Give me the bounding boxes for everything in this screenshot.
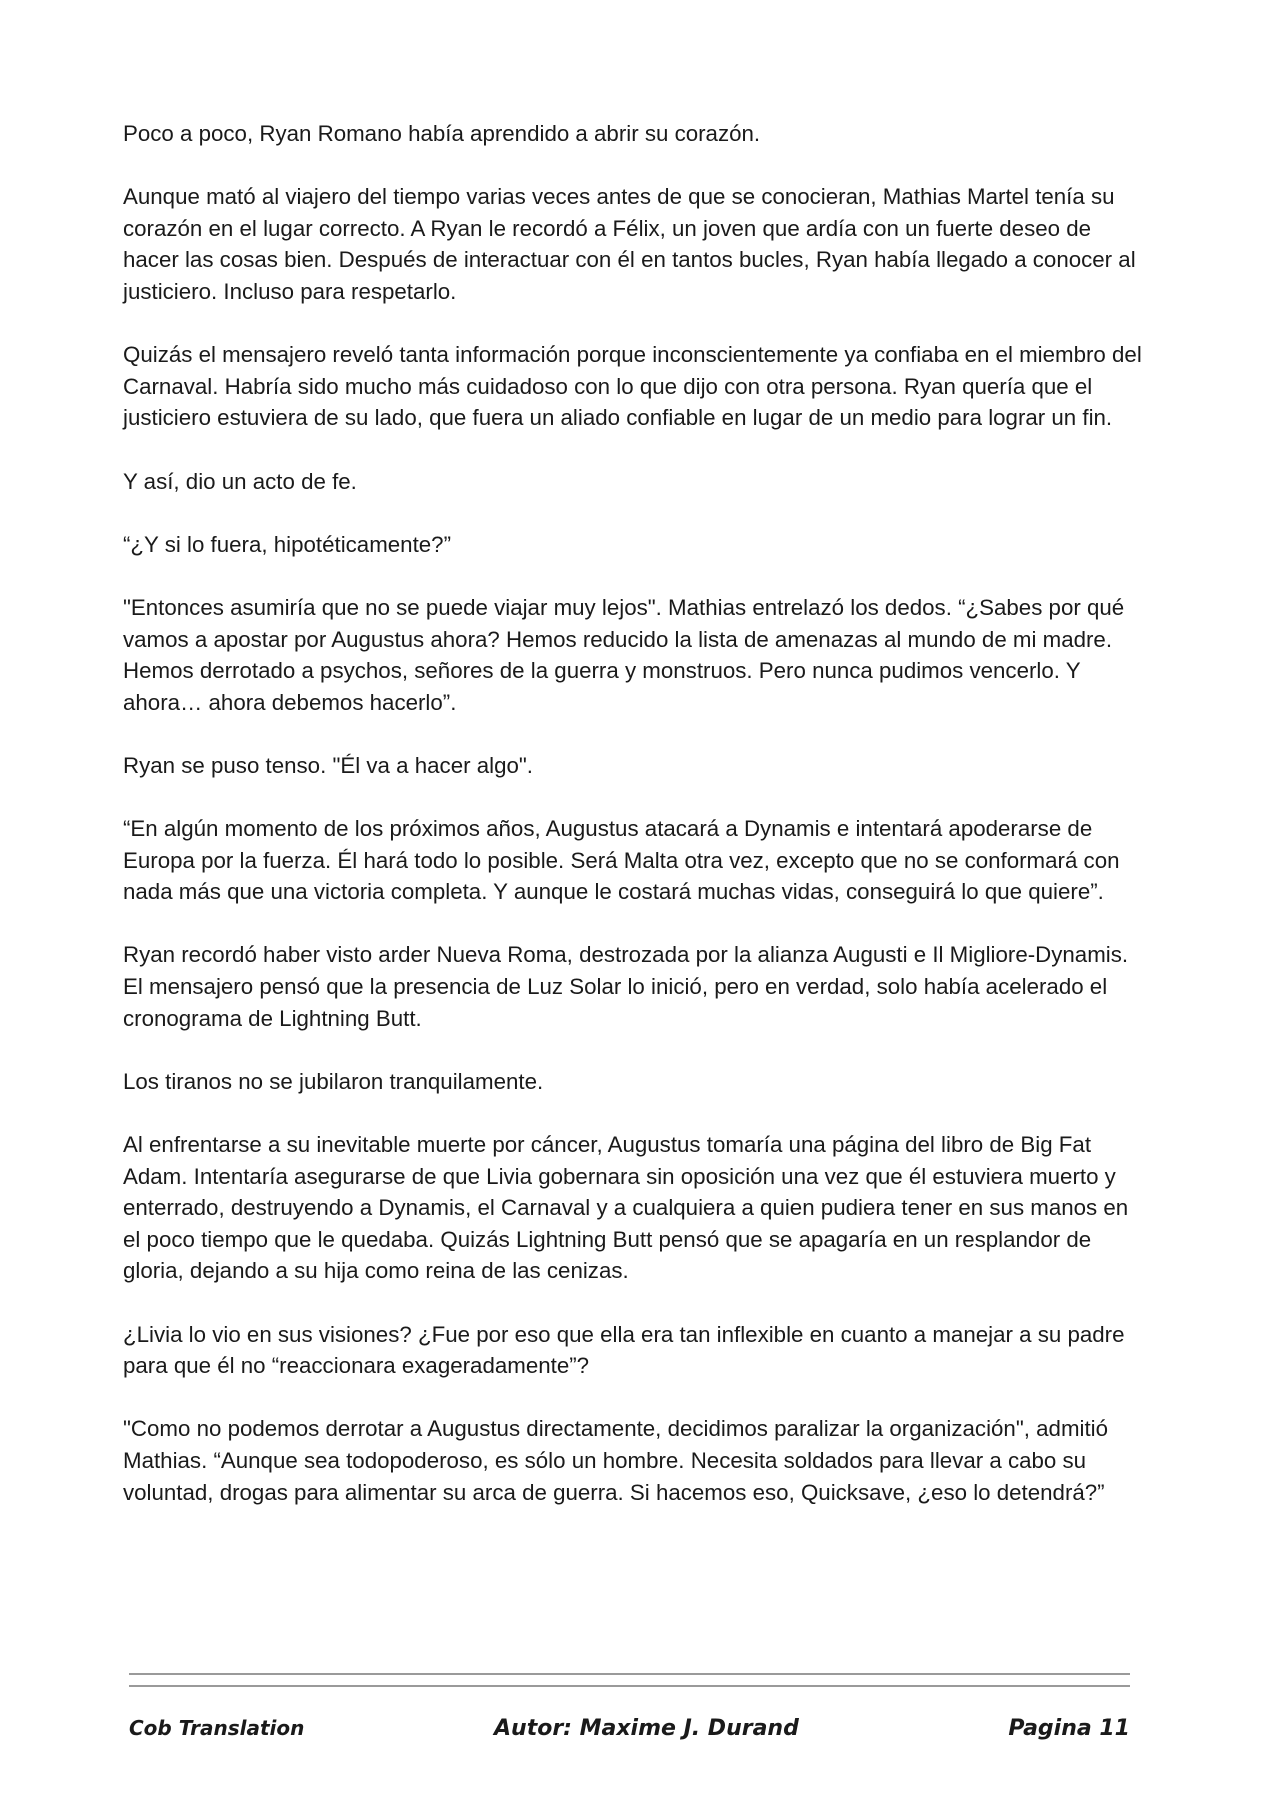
paragraph-3: Quizás el mensajero reveló tanta información porque inconscientemente ya confiaba en el miembro del Carnaval. Habría sido mucho más cuidadoso con lo que dijo con otra persona. Ryan quería que el justiciero estuviera de su lado, que fuera un aliado confiable en lugar de un medio para lograr un fin. <box>123 342 1142 431</box>
footer-page-number: Pagina 11 <box>1008 1716 1130 1741</box>
footer-divider-top <box>129 1673 1130 1675</box>
paragraph-4: Y así, dio un acto de fe. <box>123 468 357 494</box>
footer-author: Autor: Maxime J. Durand <box>494 1716 799 1741</box>
paragraph-8: “En algún momento de los próximos años, Augustus atacará a Dynamis e intentará apoderarse de Europa por la fuerza. Él hará todo lo posible. Será Malta otra vez, excepto que no se conformará con nada más que una victoria completa. Y aunque le costará muchas vidas, conseguirá lo que quiere”. <box>123 816 1120 905</box>
paragraph-2: Aunque mató al viajero del tiempo varias veces antes de que se conocieran, Mathias Martel tenía su corazón en el lugar correcto. A Ryan le recordó a Félix, un joven que ardía con un fuerte deseo de hacer las cosas bien. Después de interactuar con él en tantos bucles, Ryan había llegado a conocer al justiciero. Incluso para respetarlo. <box>123 184 1136 304</box>
paragraph-6: "Entonces asumiría que no se puede viajar muy lejos". Mathias entrelazó los dedos. “¿Sabes por qué vamos a apostar por Augustus ahora? Hemos reducido la lista de amenazas al mundo de mi madre. Hemos derrotado a psychos, señores de la guerra y monstruos. Pero nunca pudimos vencerlo. Y ahora… ahora debemos hacerlo”. <box>123 594 1125 715</box>
footer-divider-bottom <box>129 1685 1130 1687</box>
footer-translator: Cob Translation <box>129 1716 305 1740</box>
paragraph-13: "Como no podemos derrotar a Augustus directamente, decidimos paralizar la organización", admitió Mathias. “Aunque sea todopoderoso, es sólo un hombre. Necesita soldados para llevar a cabo su voluntad, drogas para alimentar su arca de guerra. Si hacemos eso, Quicksave, ¿eso lo detendrá?” <box>123 1416 1109 1505</box>
paragraph-5: “¿Y si lo fuera, hipotéticamente?” <box>123 531 452 557</box>
body-text <box>123 118 1143 1540</box>
paragraph-10: Los tiranos no se jubilaron tranquilamente. <box>123 1068 544 1094</box>
paragraph-12: ¿Livia lo vio en sus visiones? ¿Fue por eso que ella era tan inflexible en cuanto a manejar a su padre para que él no “reaccionara exageradamente”? <box>123 1321 1125 1379</box>
paragraph-1: Poco a poco, Ryan Romano había aprendido a abrir su corazón. <box>123 121 761 146</box>
paragraph-7: Ryan se puso tenso. "Él va a hacer algo". <box>123 752 533 778</box>
paragraph-9: Ryan recordó haber visto arder Nueva Roma, destrozada por la alianza Augusti e Il Migliore-Dynamis. El mensajero pensó que la presencia de Luz Solar lo inició, pero en verdad, solo había acelerado el cronograma de Lightning Butt. <box>123 942 1129 1031</box>
paragraph-11: Al enfrentarse a su inevitable muerte por cáncer, Augustus tomaría una página del libro de Big Fat Adam. Intentaría asegurarse de que Livia gobernara sin oposición una vez que él estuviera muerto y enterrado, destruyendo a Dynamis, el Carnaval y a cualquiera a quien pudiera tener en sus manos en el poco tiempo que le quedaba. Quizás Lightning Butt pensó que se apagaría en un resplandor de gloria, dejando a su hija como reina de las cenizas. <box>123 1132 1129 1284</box>
